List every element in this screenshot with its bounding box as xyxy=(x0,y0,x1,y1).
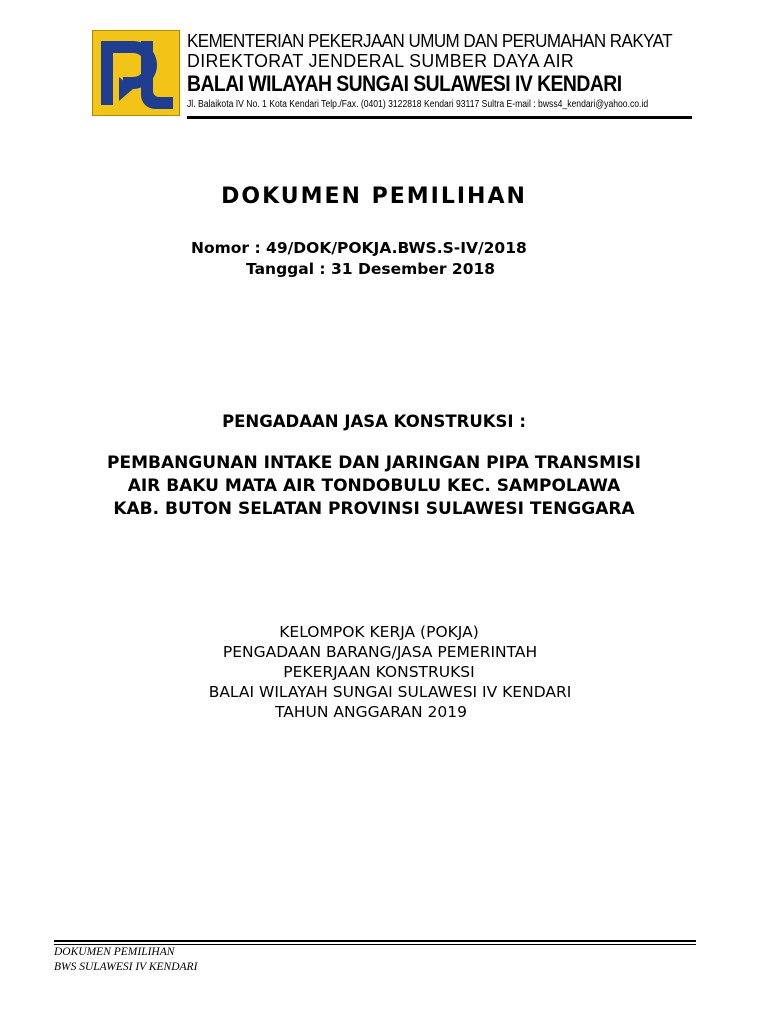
footer-office-name: BWS SULAWESI IV KENDARI xyxy=(54,961,198,973)
procurement-type: PENGADAAN JASA KONSTRUKSI : xyxy=(222,412,526,431)
page-footer xyxy=(54,945,197,975)
letterhead-text xyxy=(187,30,692,111)
ministry-name: KEMENTERIAN PEKERJAAN UMUM DAN PERUMAHAN RAKYAT xyxy=(187,30,673,51)
project-line: PEMBANGUNAN INTAKE DAN JARINGAN PIPA TRANSMISI xyxy=(107,453,641,473)
project-title xyxy=(0,452,748,521)
office-name: BALAI WILAYAH SUNGAI SULAWESI IV KENDARI xyxy=(187,71,622,96)
pokja-line: TAHUN ANGGARAN 2019 xyxy=(275,703,467,721)
pokja-line: PENGADAAN BARANG/JASA PEMERINTAH xyxy=(222,643,538,661)
document-date: Tanggal : 31 Desember 2018 xyxy=(246,260,496,278)
directorate-name: DIREKTORAT JENDERAL SUMBER DAYA AIR xyxy=(187,50,575,71)
project-line: AIR BAKU MATA AIR TONDOBULU KEC. SAMPOLAWA xyxy=(127,476,621,496)
footer-rule xyxy=(54,940,696,942)
pokja-line: PEKERJAAN KONSTRUKSI xyxy=(283,663,475,681)
letterhead-rule xyxy=(187,116,692,119)
pokja-line: BALAI WILAYAH SUNGAI SULAWESI IV KENDARI xyxy=(208,683,572,701)
footer-doc-name: DOKUMEN PEMILIHAN xyxy=(54,946,175,958)
letterhead xyxy=(92,30,692,120)
pupr-logo-icon xyxy=(92,30,180,116)
document-number: Nomor : 49/DOK/POKJA.BWS.S-IV/2018 xyxy=(191,239,527,257)
working-group-block xyxy=(0,622,768,722)
document-title: DOKUMEN PEMILIHAN xyxy=(221,184,527,209)
project-line: KAB. BUTON SELATAN PROVINSI SULAWESI TENGGARA xyxy=(113,499,635,519)
office-address: Jl. Balaikota IV No. 1 Kota Kendari Telp./Fax. (0401) 3122818 Kendari 93117 Sultra E-mail : bwss4_kendari@yahoo.co.id xyxy=(187,99,649,110)
pokja-line: KELOMPOK KERJA (POKJA) xyxy=(279,623,479,641)
